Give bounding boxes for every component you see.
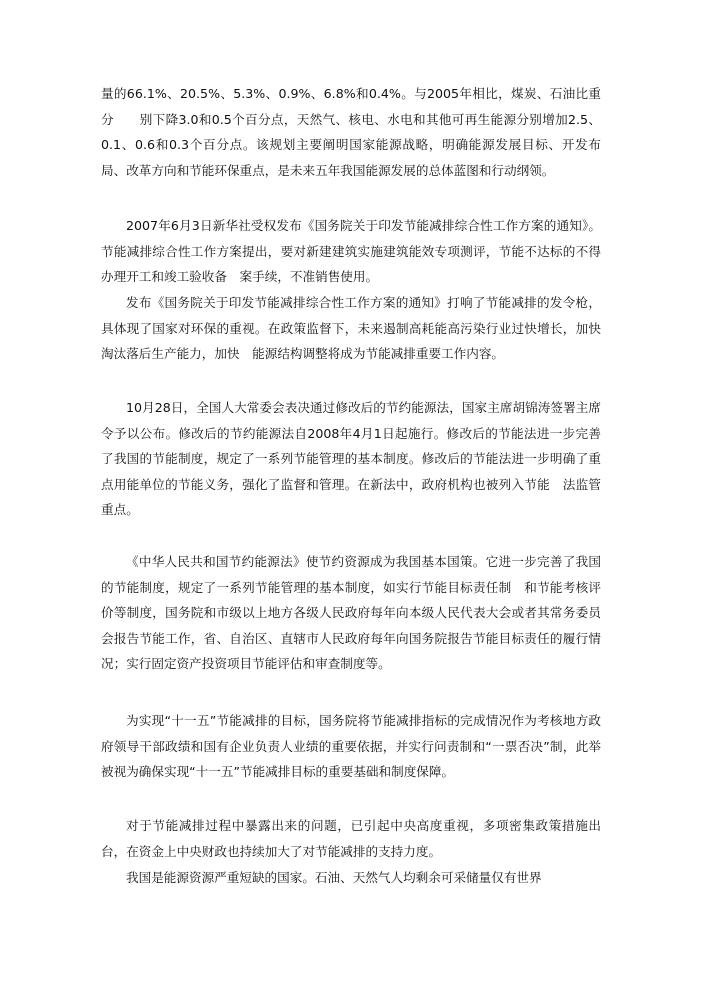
paragraph-8: 我国是能源资源严重短缺的国家。石油、天然气人均剩余可采储量仅有世界 <box>126 870 542 885</box>
paragraph-3: 发布《国务院关于印发节能减排综合性工作方案的通知》打响了节能减排的发令枪，具体现了国家对环保的重视。在政策监督下，未来遏制高耗能高污染行业过快增长，加快淘汰落后生产能力，加快 能源结构调整将成为节能减排重要工作内容。 <box>101 295 601 362</box>
paragraph-1: 量的66.1%、20.5%、5.3%、0.9%、6.8%和0.4%。与2005年相比，煤炭、石油比重分 别下降3.0和0.5个百分点，天然气、核电、水电和其他可再生能源分别增加2.5、0.1、0.6和0.3个百分点。该规划主要阐明国家能源战略，明确能源发展目标、开发布局、改革方向和节能环保重点，是未来五年我国能源发展的总体蓝图和行动纲领。 <box>101 86 601 178</box>
paragraph-2: 2007年6月3日新华社受权发布《国务院关于印发节能减排综合性工作方案的通知》。节能减排综合性工作方案提出，要对新建建筑实施建筑能效专项测评，节能不达标的不得办理开工和竣工验收备 案手续，不准销售使用。 <box>101 218 601 285</box>
paragraph-6: 为实现“十一五”节能减排的目标，国务院将节能减排指标的完成情况作为考核地方政府领导干部政绩和国有企业负责人业绩的重要依据，并实行问责制和“一票否决”制，此举被视为确保实现“十一五”节能减排目标的重要基础和制度保障。 <box>101 713 601 780</box>
paragraph-4: 10月28日，全国人大常委会表决通过修改后的节约能源法，国家主席胡锦涛签署主席令予以公布。修改后的节约能源法自2008年4月1日起施行。修改后的节能法进一步完善了我国的节能制度，规定了一系列节能管理的基本制度。修改后的节能法进一步明确了重点用能单位的节能义务，强化了监督和管理。在新法中，政府机构也被列入节能 法监管重点。 <box>101 400 601 518</box>
paragraph-5: 《中华人民共和国节约能源法》使节约资源成为我国基本国策。它进一步完善了我国的节能制度，规定了一系列节能管理的基本制度，如实行节能目标责任制 和节能考核评价等制度，国务院和市级以上地方各级人民政府每年向本级人民代表大会或者其常务委员会报告节能工作，省、自治区、直辖市人民政府每年向国务院报告节能目标责任的履行情况；实行固定资产投资项目节能评估和审查制度等。 <box>101 554 601 672</box>
paragraph-7: 对于节能减排过程中暴露出来的问题，已引起中央高度重视，多项密集政策措施出台，在资金上中央财政也持续加大了对节能减排的支持力度。 <box>101 818 601 859</box>
